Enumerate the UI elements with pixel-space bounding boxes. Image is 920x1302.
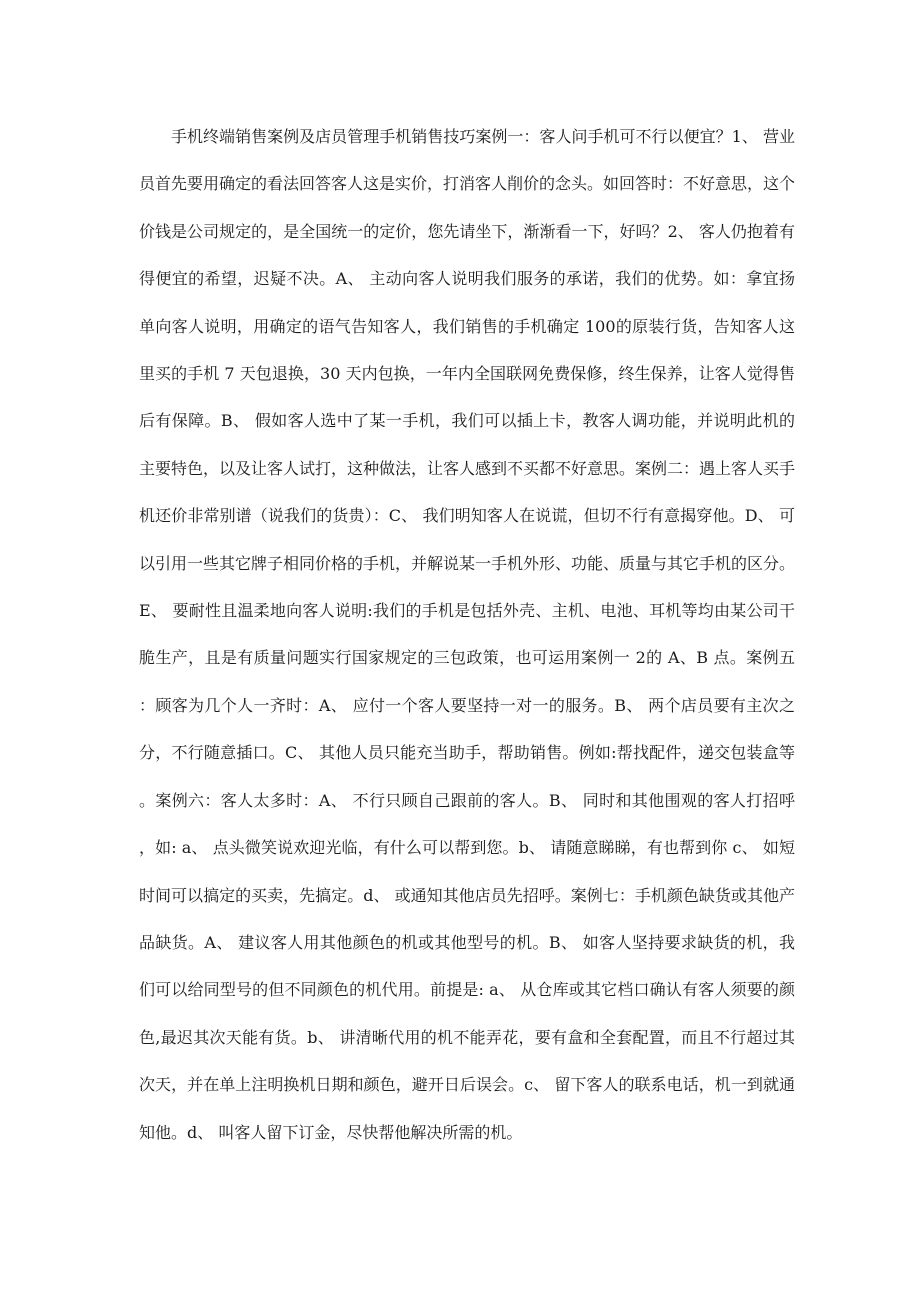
body-paragraph: 手机终端销售案例及店员管理手机销售技巧案例一：客人问手机可不行以便宜？1、 营业员首先要用确定的看法回答客人这是实价，打消客人削价的念头。如回答时：不好意思，这个价钱是公司规定的，是全国统一的定价，您先请坐下，渐渐看一下，好吗？2、 客人仍抱着有得便宜的希望，迟疑不决。A、 主动向客人说明我们服务的承诺，我们的优势。如：拿宜扬单向客人说明，用确定的语气告知客人，我们销售的手机确定 100的原装行货，告知客人这里买的手机 7 天包退换，30 天内包换，一年内全国联网免费保修，终生保养，让客人觉得售后有保障。B、 假如客人选中了某一手机，我们可以插上卡，教客人调功能，并说明此机的主要特色，以及让客人试打，这种做法，让客人感到不买都不好意思。案例二：遇上客人买手机还价非常别谱（说我们的货贵）：C、 我们明知客人在说谎，但切不行有意揭穿他。D、 可以引用一些其它牌子相同价格的手机，并解说某一手机外形、功能、质量与其它手机的区分。E、 要耐性且温柔地向客人说明:我们的手机是包括外壳、主机、电池、耳机等均由某公司干脆生产，且是有质量问题实行国家规定的三包政策，也可运用案例一 2的 A、B 点。案例五：顾客为几个人一齐时：A、 应付一个客人要坚持一对一的服务。B、 两个店员要有主次之分，不行随意插口。C、 其他人员只能充当助手，帮助销售。例如:帮找配件，递交包装盒等。案例六：客人太多时：A、 不行只顾自己跟前的客人。B、 同时和其他围观的客人打招呼，如: a、 点头微笑说欢迎光临，有什么可以帮到您。b、 请随意睇睇，有也帮到你 c、 如短时间可以搞定的买卖，先搞定。d、 或通知其他店员先招呼。案例七：手机颜色缺货或其他产品缺货。A、 建议客人用其他颜色的机或其他型号的机。B、 如客人坚持要求缺货的机，我们可以给同型号的但不同颜色的机代用。前提是: a、 从仓库或其它档口确认有客人须要的颜色,最迟其次天能有货。b、 讲清晰代用的机不能弄花，要有盒和全套配置，而且不行超过其次天，并在单上注明换机日期和颜色，避开日后误会。c、 留下客人的联系电话，机一到就通知他。d、 叫客人留下订金，尽快帮他解决所需的机。 xyxy=(139,127,796,1142)
